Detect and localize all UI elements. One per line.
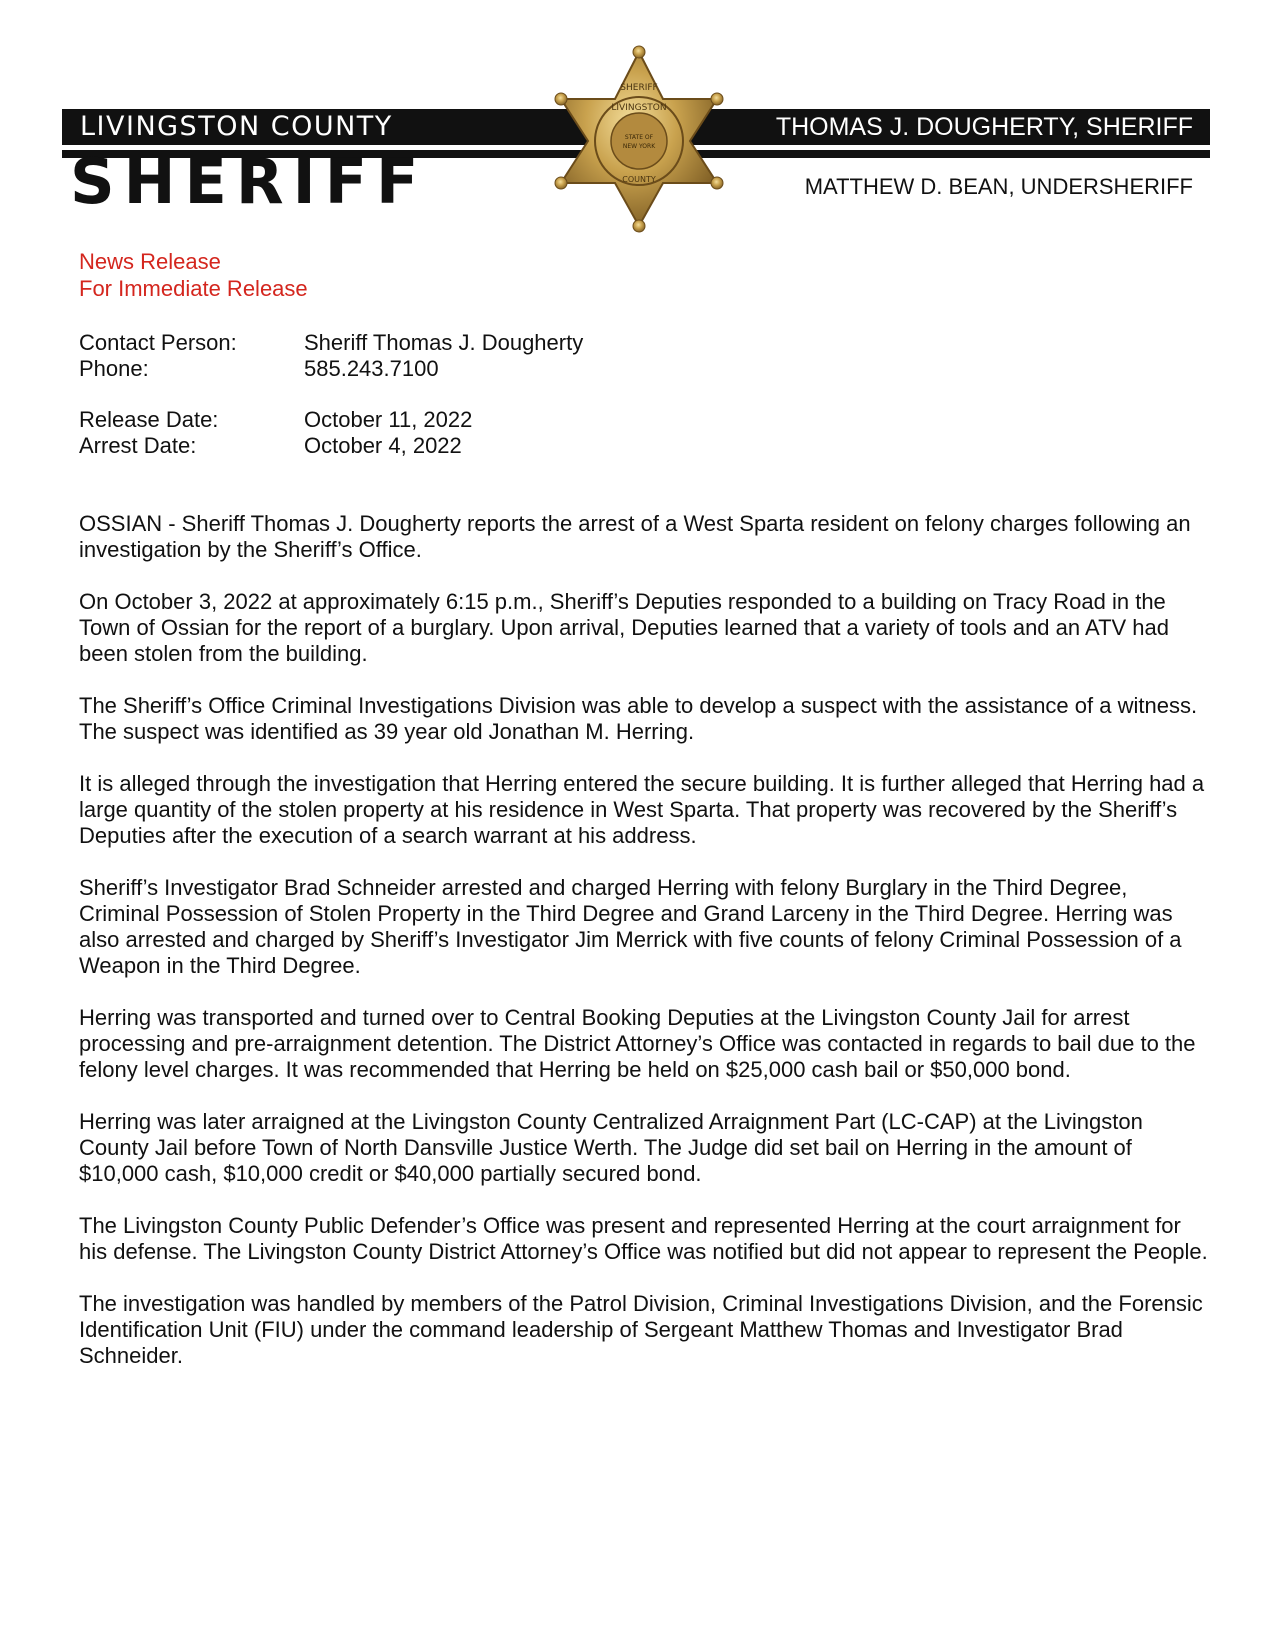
paragraph: On October 3, 2022 at approximately 6:15 p.m., Sheriff’s Deputies responded to a building on Tracy Road in the Town of Ossian for the report of a burglary. Upon arrival, Deputies learned that a variety of tools and an ATV had been stolen from the building. [79,589,1169,666]
dates-block [79,407,472,459]
release-status: For Immediate Release [79,276,308,301]
release-date-row [79,407,472,433]
release-date-label: Release Date: [79,407,219,432]
paragraph: Herring was later arraigned at the Livingston County Centralized Arraignment Part (LC-CAP) at the Livingston County Jail before Town of North Dansville Justice Werth. The Judge did set bail on Herring in the amount of $10,000 cash, $10,000 credit or $40,000 partially secured bond. [79,1109,1143,1186]
contact-block [79,330,583,382]
badge-text-county: LIVINGSTON [611,103,667,113]
paragraph: Sheriff’s Investigator Brad Schneider arrested and charged Herring with felony Burglary in the Third Degree, Criminal Possession of Stolen Property in the Third Degree and Grand Larceny in the Third Degree. Herring was also arrested and charged by Sheriff’s Investigator Jim Merrick with five counts of felony Criminal Possession of a Weapon in the Third Degree. [79,875,1182,978]
paragraph: The investigation was handled by members of the Patrol Division, Criminal Investigations Division, and the Forensic Identification Unit (FIU) under the command leadership of Sergeant Matthew Thomas and Investigator Brad Schneider. [79,1291,1203,1368]
badge-text-state: STATE OF [624,134,654,141]
contact-value: Sheriff Thomas J. Dougherty [304,330,584,355]
arrest-date-label: Arrest Date: [79,433,197,458]
paragraph: It is alleged through the investigation that Herring entered the secure building. It is further alleged that Herring had a large quantity of the stolen property at his residence in West Sparta. That property was recovered by the Sheriff’s Deputies after the execution of a search warrant at his address. [79,771,1205,848]
release-heading [79,248,308,302]
phone-row [79,356,583,382]
release-type: News Release [79,249,221,274]
letterhead [0,0,1275,245]
sheriff-star-badge-icon [546,44,732,234]
phone-label: Phone: [79,356,149,381]
paragraph: Herring was transported and turned over to Central Booking Deputies at the Livingston County Jail for arrest processing and pre-arraignment detention. The District Attorney’s Office was contacted in regards to bail due to the felony level charges. It was recommended that Herring be held on $25,000 cash bail or $50,000 bond. [79,1005,1196,1082]
badge-text-bottom: COUNTY [622,175,656,184]
paragraph: The Sheriff’s Office Criminal Investigations Division was able to develop a suspect with the assistance of a witness. The suspect was identified as 39 year old Jonathan M. Herring. [79,693,1198,744]
badge-text-state-2: NEW YORK [622,143,656,150]
arrest-date-row [79,433,472,459]
arrest-date-value: October 4, 2022 [304,433,462,458]
release-date-value: October 11, 2022 [304,407,473,432]
office-title: SHERIFF [70,145,428,218]
paragraph: OSSIAN - Sheriff Thomas J. Dougherty reports the arrest of a West Sparta resident on felony charges following an investigation by the Sheriff’s Office. [79,511,1191,562]
county-name: LIVINGSTON COUNTY [80,111,393,142]
badge-text-sheriff: SHERIFF [620,83,658,93]
contact-label: Contact Person: [79,330,237,355]
release-body [79,511,1209,1395]
sheriff-name: THOMAS J. DOUGHERTY, SHERIFF [775,113,1193,141]
phone-value: 585.243.7100 [304,356,439,381]
undersheriff-name: MATTHEW D. BEAN, UNDERSHERIFF [804,174,1193,199]
contact-row [79,330,583,356]
paragraph: The Livingston County Public Defender’s Office was present and represented Herring at the court arraignment for his defense. The Livingston County District Attorney’s Office was notified but did not appear to represent the People. [79,1213,1208,1264]
